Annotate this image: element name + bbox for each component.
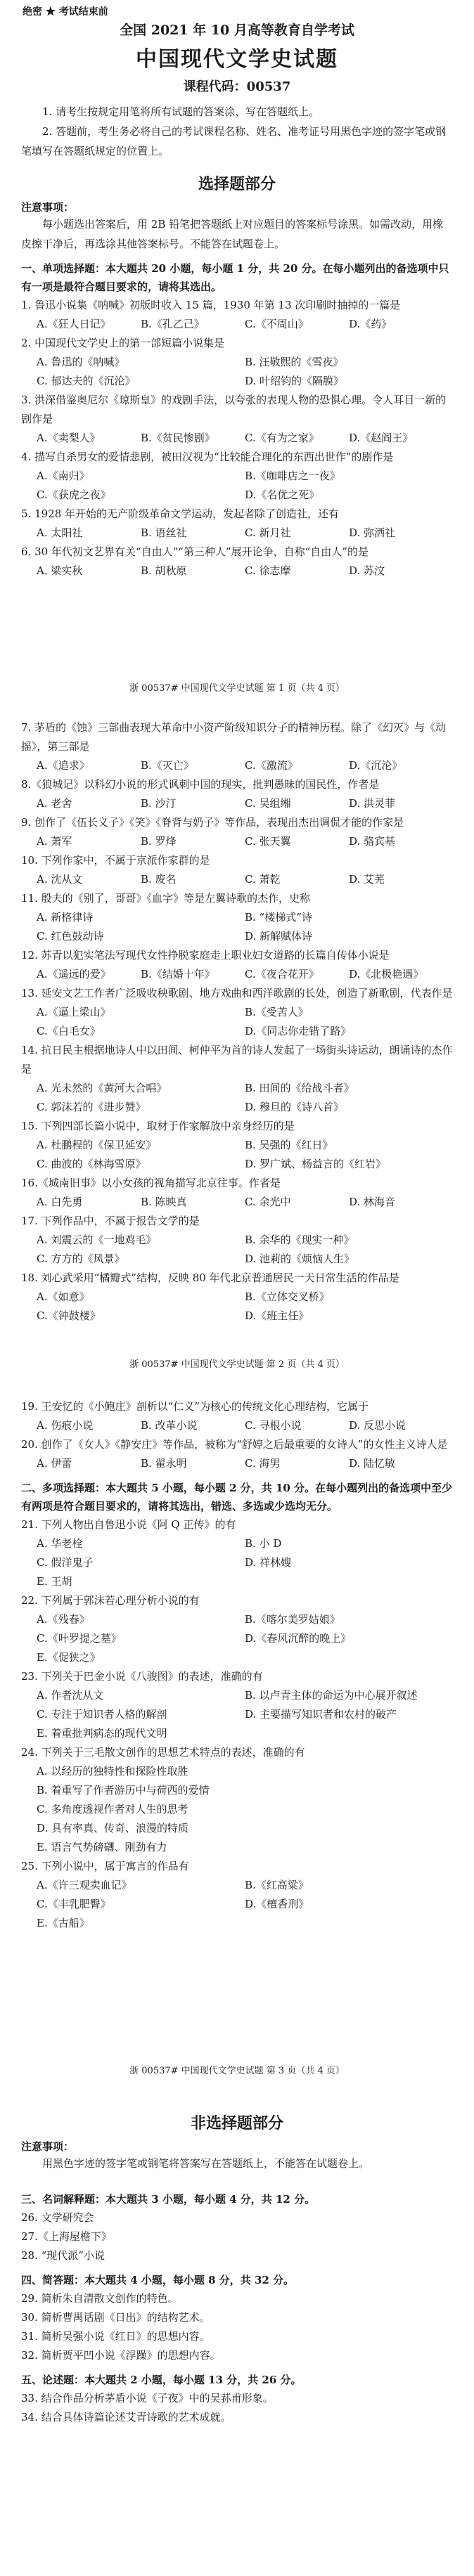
options	[21, 315, 453, 334]
question: 24. 下列关于三毛散文创作的思想艺术特点的表述，准确的有	[21, 1746, 305, 1759]
option: C. 方方的《风景》	[37, 1253, 125, 1265]
question: 34. 结合具体诗篇论述艾青诗歌的艺术成就。	[21, 2411, 231, 2423]
options	[21, 1705, 453, 1724]
question: 29. 简析朱自清散文创作的特色。	[21, 2292, 179, 2305]
option: B. 吴强的《红日》	[245, 1139, 333, 1151]
option: C.《丰乳肥臀》	[37, 1898, 111, 1910]
options	[21, 353, 453, 372]
question: 8.《狼城记》以科幻小说的形式讽刺中国的现实，批判愚昧的国民性，作者是	[21, 778, 380, 791]
option: A. 华老栓	[37, 1537, 83, 1550]
options	[21, 965, 453, 984]
option: C. 专注于知识者人格的解剖	[37, 1708, 167, 1721]
options	[21, 1022, 453, 1041]
option: A.《许三观卖血记》	[37, 1879, 132, 1891]
part1-title: 一、单项选择题：本大题共 20 小题，每小题 1 分，共 20 分。在每小题列出的备选项中只有一项是最符合题目要求的，请将其选出。	[21, 262, 449, 293]
option: C. 新月社	[245, 526, 291, 539]
question: 21. 下列人物出自鲁迅小说《阿 Q 正传》的有	[21, 1518, 236, 1531]
option: A. 梁实秋	[37, 564, 83, 577]
option: C.《有为之家》	[245, 432, 319, 444]
question: 27.《上海屋檐下》	[21, 2230, 112, 2243]
option: B. 翟永明	[141, 1457, 187, 1470]
option: B. 陈映真	[141, 1196, 187, 1208]
option: A. 新格律诗	[37, 911, 94, 924]
question: 33. 结合作品分析茅盾小说《子夜》中的吴荪甫形象。	[21, 2392, 274, 2405]
options	[21, 1610, 453, 1629]
options	[21, 429, 453, 448]
question: 22. 下列属于郭沫若心理分析小说的有	[21, 1594, 200, 1607]
option: A. 作者沈从文	[37, 1689, 104, 1702]
question: 2. 中国现代文学史上的第一部短篇小说集是	[21, 337, 225, 349]
exam-title: 全国 2021 年 10 月高等教育自学考试	[120, 22, 354, 38]
options	[21, 1629, 453, 1648]
question: 20. 创作了《女人》《静安庄》等作品，被称为“舒婷之后最重要的女诗人”的女性主义诗人是	[21, 1438, 448, 1451]
part5-title: 五、论述题：本大题共 2 小题，每小题 13 分，共 26 分。	[21, 2374, 302, 2386]
option: C.《夜合花开》	[245, 968, 319, 980]
option: E. 王胡	[37, 1575, 72, 1588]
question: 18. 刘心武采用“橘瓣式”结构，反映 80 年代北京普通居民一天日常生活的作品是	[21, 1271, 399, 1284]
question: 32. 简析贾平凹小说《浮躁》的思想内容。	[21, 2349, 221, 2362]
option: D. 林海音	[349, 1196, 396, 1208]
options	[21, 756, 453, 775]
option: B.《红高粱》	[245, 1879, 309, 1891]
option: B.《灭亡》	[141, 759, 194, 772]
question: 6. 30 年代初文艺界有关“自由人”“第三种人”展开论争，自称“自由人”的是	[21, 545, 369, 558]
options	[21, 1307, 453, 1326]
options	[21, 832, 453, 851]
options	[21, 1155, 453, 1174]
option: B.《咖啡店之一夜》	[245, 470, 340, 482]
option: A.《逼上梁山》	[37, 1006, 111, 1018]
options	[21, 794, 453, 813]
option: D.《名优之死》	[245, 488, 320, 501]
option: C.《叶罗提之墓》	[37, 1632, 122, 1645]
option: C. 假洋鬼子	[37, 1556, 94, 1569]
page-3	[0, 1378, 474, 2088]
option: B.《喀尔美罗姑娘》	[245, 1613, 340, 1626]
options	[21, 1534, 453, 1553]
question: 3. 洪深借鉴奥尼尔《琼斯皇》的戏剧手法，以夸张的表现人物的恐惧心理。令人耳目一新的剧作是	[21, 394, 447, 425]
page-footer: 浙 00537# 中国现代文学史试题 第 3 页（共 4 页）	[129, 2066, 345, 2076]
options	[21, 927, 453, 946]
option: B.《立体交叉桥》	[245, 1290, 330, 1303]
question: 1. 鲁迅小说集《呐喊》初版时收入 15 篇，1930 年第 13 次印刷时抽掉的一篇是	[21, 299, 401, 311]
options	[21, 1003, 453, 1022]
option: B. 田间的《给战斗者》	[245, 1082, 354, 1094]
page-footer: 浙 00537# 中国现代文学史试题 第 1 页（共 4 页）	[129, 683, 345, 694]
option: B. 改革小说	[141, 1419, 198, 1432]
option: D. 池莉的《烦恼人生》	[245, 1253, 355, 1265]
section-title-choice: 选择题部分	[198, 175, 276, 193]
option: C. 张天翼	[245, 835, 291, 848]
option: E. 着重批判病态的现代文明	[37, 1727, 167, 1740]
option: E. 语言气势磅礴、刚劲有力	[37, 1841, 167, 1853]
question: 11. 殷夫的《别了，哥哥》《血字》等是左翼诗歌的杰作，史称	[21, 892, 311, 905]
question: 7. 茅盾的《蚀》三部曲表现大革命中小资产阶级知识分子的精神历程。除了《幻灭》与《动摇》，第三部是	[21, 721, 447, 753]
question-list	[21, 296, 453, 581]
instruction-1: 1. 请考生按规定用笔将所有试题的答案涂、写在答题纸上。	[42, 105, 320, 118]
option: D. 陆忆敏	[349, 1457, 396, 1470]
section-title-nonchoice: 非选择题部分	[190, 2114, 283, 2132]
option: A. 老舍	[37, 797, 72, 810]
option: B.《孔乙己》	[141, 318, 205, 330]
option: B.《受苦人》	[245, 1006, 309, 1018]
option: B. 着重写了作者游历中与荷西的爱情	[37, 1784, 210, 1797]
option: B. 语丝社	[141, 526, 187, 539]
options	[21, 1686, 453, 1705]
option: C. 郭沫若的《进步赞》	[37, 1101, 146, 1113]
option: C.《钟鼓楼》	[37, 1309, 101, 1322]
option: C.《激流》	[245, 759, 298, 772]
question: 19. 王安忆的《小鲍庄》剖析以“仁义”为核心的传统文化心理结构，它属于	[21, 1400, 369, 1413]
option: D.《药》	[349, 318, 392, 330]
part3-title: 三、名词解释题：本大题共 3 小题，每小题 4 分，共 12 分。	[21, 2193, 316, 2206]
option: B. 以卢青主体的命运为中心展开叙述	[245, 1689, 418, 1702]
part2-title: 二、多项选择题：本大题共 5 小题，每小题 2 分，共 10 分。在每小题列出的备选项中至少有两项是符合题目要求的，请将其选出，错选、多选或少选均无分。	[21, 1482, 453, 1513]
options	[21, 1136, 453, 1155]
option: B. 汪敬熙的《雪夜》	[245, 356, 344, 368]
option: C. 萧乾	[245, 873, 281, 886]
option: A.《如意》	[37, 1290, 90, 1303]
subject-title: 中国现代文学史试题	[136, 47, 338, 72]
part4-title: 四、简答题：本大题共 4 小题，每小题 8 分，共 32 分。	[21, 2274, 295, 2286]
option: A.《遥远的爱》	[37, 968, 111, 980]
options	[21, 1876, 453, 1895]
option: D. 骆宾基	[349, 835, 396, 848]
secret-label: 绝密 ★ 考试结束前	[23, 6, 108, 18]
option: A. 鲁迅的《呐喊》	[37, 356, 125, 368]
option: A. 萧军	[37, 835, 72, 848]
option: D. 叶绍钧的《隔膜》	[245, 375, 345, 387]
option: A.《南归》	[37, 470, 90, 482]
option: E.《古船》	[37, 1917, 90, 1929]
question: 28. “现代派”小说	[21, 2249, 105, 2262]
option: C. 吴组缃	[245, 797, 291, 810]
option: A.《卖梨人》	[37, 432, 101, 444]
option: B. “楼梯式”诗	[245, 911, 312, 924]
option: D. 洪灵菲	[349, 797, 396, 810]
question: 16.《城南旧事》以小女孩的视角描写北京往事。作者是	[21, 1177, 281, 1189]
options	[21, 1098, 453, 1117]
options	[21, 1895, 453, 1914]
option: A. 伤痕小说	[37, 1419, 94, 1432]
option: B. 罗烽	[141, 835, 177, 848]
options	[21, 467, 453, 486]
option: A. 刘震云的《一地鸡毛》	[37, 1234, 157, 1246]
question: 9. 创作了《伍长义子》《笑》《脊背与奶子》等作品，表现出杰出调侃才能的作家是	[21, 816, 404, 829]
notice-head: 注意事项：	[21, 201, 75, 214]
options	[21, 372, 453, 391]
option: A. 光未然的《黄河大合唱》	[37, 1082, 167, 1094]
option: D.《檀香刑》	[245, 1898, 309, 1910]
question: 13. 延安文艺工作者广泛吸收秧歌剧、地方戏曲和西洋歌剧的长处，创造了新歌剧，代表作是	[21, 987, 453, 999]
option: C. 曲波的《林海雪原》	[37, 1158, 146, 1170]
instruction-2: 2. 答题前，考生务必将自己的考试课程名称、姓名、准考证号用黑色字迹的签字笔或钢笔填写在答题纸规定的位置上。	[21, 125, 447, 157]
question: 31. 简析吴强小说《红日》的思想内容。	[21, 2330, 210, 2343]
option: A.《狂人日记》	[37, 318, 111, 330]
option: A. 以经历的独特性和探险性取胜	[37, 1765, 188, 1778]
question: 10. 下列作家中，不属于京派作家群的是	[21, 854, 210, 867]
option: D.《春风沉醉的晚上》	[245, 1632, 352, 1645]
option: C. 多角度透视作者对人生的思考	[37, 1803, 188, 1816]
question: 23. 下列关于巴金小说《八骏图》的表述，准确的有	[21, 1670, 263, 1683]
options	[21, 1288, 453, 1307]
option: B. 胡秋原	[141, 564, 187, 577]
option: C.《获虎之夜》	[37, 488, 111, 501]
option: D. 艾芜	[349, 873, 385, 886]
option: A.《追求》	[37, 759, 90, 772]
options	[21, 1553, 453, 1572]
question: 14. 抗日民主根据地诗人中以田间、柯仲平为首的诗人发起了一场街头诗运动，朗诵诗的杰作是	[21, 1044, 453, 1075]
option: D.《北极艳遇》	[349, 968, 424, 980]
options	[21, 1454, 453, 1473]
question: 12. 苏青以犯实笔法写现代女性挣脱家庭走上职业妇女道路的长篇自传体小说是	[21, 949, 390, 962]
option: D. 主要描写知识者和农村的破产	[245, 1708, 397, 1721]
option: D. 反思小说	[349, 1419, 406, 1432]
option: D. 祥林嫂	[245, 1556, 292, 1569]
page-1	[0, 0, 474, 703]
options	[21, 1231, 453, 1250]
question: 30. 简析曹禺话剧《日出》的结构艺术。	[21, 2311, 210, 2324]
option: A.《残春》	[37, 1613, 90, 1626]
option: D. 具有率真、传奇、浪漫的特质	[37, 1822, 189, 1834]
notice-head: 注意事项：	[21, 2140, 75, 2153]
options	[21, 1250, 453, 1269]
options	[21, 1193, 453, 1212]
options	[21, 870, 453, 889]
notice-text: 每小题选出答案后，用 2B 铅笔把答题纸上对应题目的答案标号涂黑。如需改动，用橡皮擦干净后，再选涂其他答案标号。不能答在试题卷上。	[21, 218, 444, 250]
option: C.《不周山》	[245, 318, 309, 330]
option: C. 寻根小说	[245, 1419, 302, 1432]
option: A. 白先勇	[37, 1196, 83, 1208]
option: C. 徐志摩	[245, 564, 291, 577]
option: C. 余光中	[245, 1196, 291, 1208]
option: E.《促狭之》	[37, 1651, 101, 1664]
option: D. 苏汶	[349, 564, 385, 577]
options	[21, 1079, 453, 1098]
question: 5. 1928 年开始的无产阶级革命文学运动，发起者除了创造社，还有	[21, 507, 340, 520]
option: C. 郁达夫的《沉沦》	[37, 375, 136, 387]
option: A. 沈从文	[37, 873, 83, 886]
page-2	[0, 703, 474, 1378]
option: A. 伊蕾	[37, 1457, 72, 1470]
option: A. 太阳社	[37, 526, 83, 539]
options	[21, 486, 453, 505]
question: 17. 下列作品中，不属于报告文学的是	[21, 1215, 200, 1227]
options	[21, 524, 453, 543]
question: 26. 文学研究会	[21, 2211, 94, 2224]
notice-text: 用黑色字迹的签字笔或钢笔将答案写在答题纸上，不能答在试题卷上。	[42, 2157, 370, 2170]
option: A. 杜鹏程的《保卫延安》	[37, 1139, 157, 1151]
option: B.《贫民惨剧》	[141, 432, 215, 444]
option: D.《赵阎王》	[349, 432, 414, 444]
option: D. 罗广斌、杨益言的《红岩》	[245, 1158, 387, 1170]
option: D. 穆旦的《诗八首》	[245, 1101, 345, 1113]
option: B. 废名	[141, 873, 177, 886]
option: C.《白毛女》	[37, 1025, 101, 1037]
option: B. 余华的《现实一种》	[245, 1234, 354, 1246]
option: D. 弥洒社	[349, 526, 396, 539]
options	[21, 1416, 453, 1435]
question: 4. 描写自杀男女的爱情悲剧，被田汉视为“比较能合理化的东西出世作”的剧作是	[21, 451, 394, 463]
option: D.《沉沦》	[349, 759, 403, 772]
option: B.《结婚十年》	[141, 968, 215, 980]
question: 25. 下列小说中，属于寓言的作品有	[21, 1860, 189, 1872]
option: C. 海男	[245, 1457, 281, 1470]
option: D.《班主任》	[245, 1309, 309, 1322]
question: 15. 下列四部长篇小说中，取材于作家解放中亲身经历的是	[21, 1120, 295, 1132]
page-4	[0, 2088, 474, 2576]
option: D. 新解赋体诗	[245, 930, 313, 943]
page-footer: 浙 00537# 中国现代文学史试题 第 2 页（共 4 页）	[129, 1359, 345, 1370]
option: B. 沙汀	[141, 797, 177, 810]
option: B. 小 D	[245, 1537, 282, 1550]
option: C. 红色鼓动诗	[37, 930, 104, 943]
options	[21, 908, 453, 927]
option: D.《同志你走错了路》	[245, 1025, 352, 1037]
options	[21, 562, 453, 581]
course-code: 课程代码：00537	[183, 79, 291, 94]
